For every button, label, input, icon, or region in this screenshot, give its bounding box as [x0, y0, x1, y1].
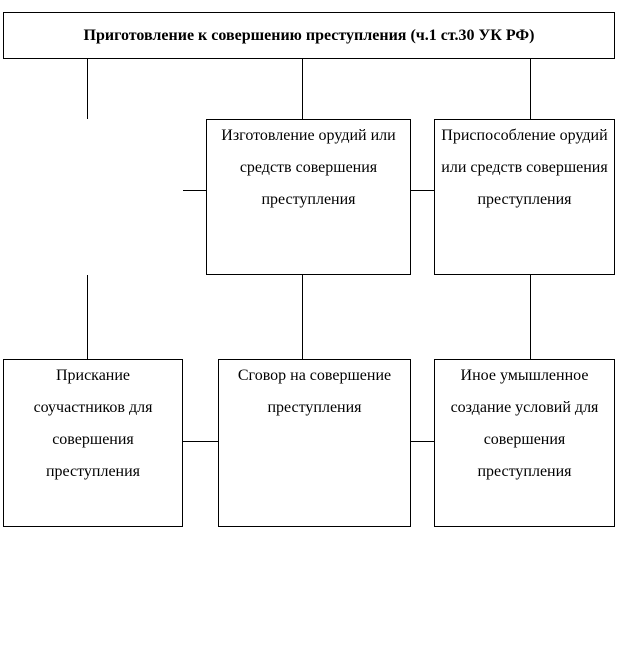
diagram-title: Приготовление к совершению преступления (ч.1 ст.30 УК РФ) [83, 26, 535, 44]
node-other-conditions-label: Иное умышленное создание условий для совершения преступления [450, 367, 599, 480]
node-making-tools-label: Изготовление орудий или средств совершения преступления [221, 127, 396, 208]
diagram-title-box [3, 12, 615, 59]
node-conspiracy [218, 359, 411, 527]
node-other-conditions [434, 359, 615, 527]
node-making-tools [206, 119, 411, 275]
node-conspiracy-label: Сговор на совершение преступления [237, 367, 392, 416]
node-finding-accomplices-label: Прискание соучастников для совершения преступления [33, 367, 153, 480]
node-adapting-tools-label: Приспособление орудий или средств совершения преступления [441, 127, 608, 208]
node-adapting-tools [434, 119, 615, 275]
node-finding-accomplices [3, 359, 183, 527]
